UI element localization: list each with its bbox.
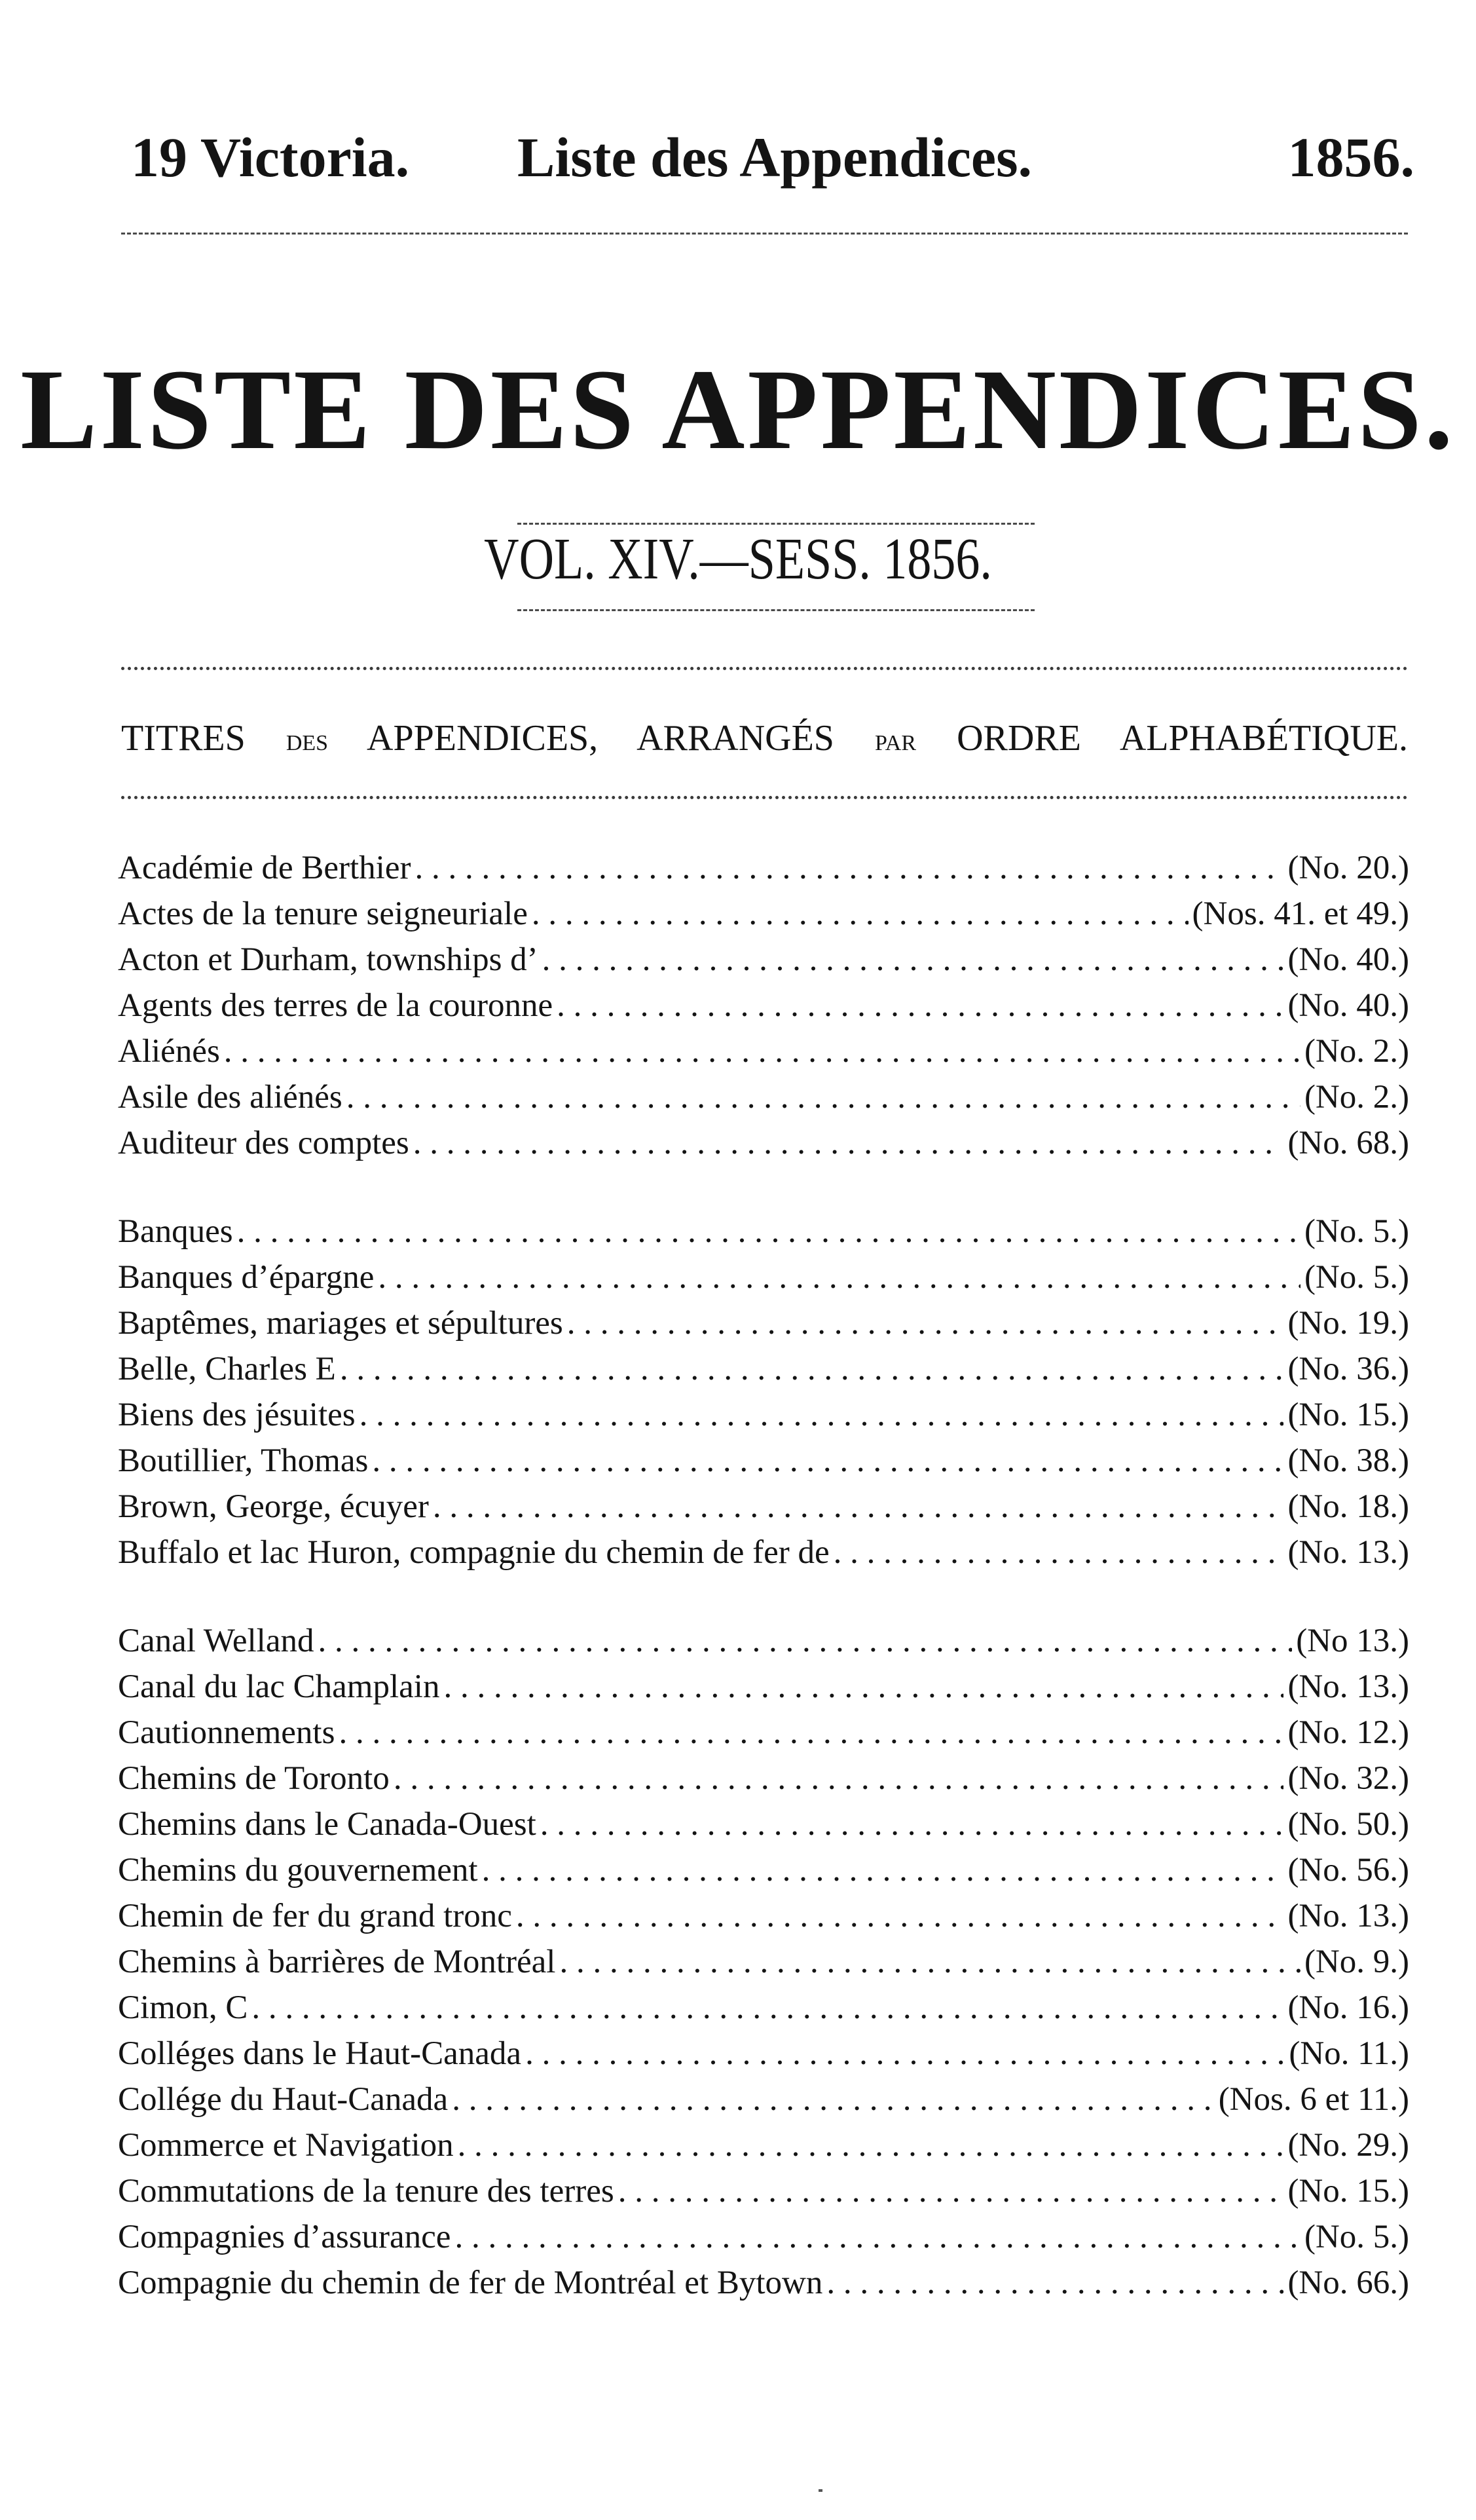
entry-reference: (No. 36.) [1287, 1351, 1409, 1387]
entry-label: Colléges dans le Haut-Canada [118, 2035, 522, 2072]
entry-label: Chemin de fer du grand tronc [118, 1898, 512, 1934]
entry-reference: (No. 32.) [1287, 1760, 1409, 1797]
volume-text: VOL. XIV.—SESS. 1856. [484, 526, 992, 592]
index-entry [118, 1618, 1409, 1664]
dot-leader [567, 1300, 1284, 1346]
entry-reference: (No. 13.) [1287, 1898, 1409, 1934]
entry-label: Cimon, C [118, 1989, 248, 2026]
index-entry [118, 2260, 1409, 2306]
dot-leader [443, 1664, 1283, 1710]
index-entry [118, 1438, 1409, 1484]
subtitle-part-4: PAR [875, 731, 917, 755]
entry-reference: (No 13.) [1296, 1623, 1409, 1659]
entry-reference: (No. 29.) [1287, 2127, 1409, 2164]
index-entry [118, 891, 1409, 937]
entry-reference: (No. 40.) [1287, 987, 1409, 1024]
entry-label: Acton et Durham, townships d’ [118, 941, 538, 978]
index-entry [118, 1484, 1409, 1530]
entry-reference: (No. 5.) [1304, 2219, 1409, 2255]
dot-leader [826, 2260, 1283, 2306]
index-group [118, 1618, 1409, 2306]
dot-leader [339, 1710, 1283, 1756]
dot-leader [237, 1209, 1301, 1254]
entry-label: Aliénés [118, 1033, 220, 1070]
page-title: LISTE DES APPENDICES. [20, 346, 1456, 474]
index-entry [118, 1756, 1409, 1801]
index-entry [118, 2031, 1409, 2077]
running-head-center: Liste des Appendices. [517, 126, 1033, 189]
entry-label: Chemins à barrières de Montréal [118, 1944, 556, 1980]
entry-reference: (No. 12.) [1287, 1714, 1409, 1751]
index-entry [118, 1893, 1409, 1939]
index-entry [118, 1074, 1409, 1120]
running-head-left: 19 Victoria. [131, 126, 410, 189]
entry-reference: (No. 2.) [1304, 1033, 1409, 1070]
index-entry [118, 1346, 1409, 1392]
entry-label: Banques [118, 1213, 233, 1250]
index-entry [118, 937, 1409, 983]
entry-reference: (No. 11.) [1289, 2035, 1409, 2072]
entry-label: Brown, George, écuyer [118, 1488, 429, 1525]
entry-label: Buffalo et lac Huron, compagnie du chemin de fer de [118, 1534, 830, 1571]
entry-reference: (No. 38.) [1287, 1442, 1409, 1479]
appendix-index [118, 845, 1409, 2348]
index-entry [118, 2122, 1409, 2168]
index-entry [118, 2214, 1409, 2260]
subtitle-rule-top [121, 667, 1408, 670]
entry-reference: (No. 13.) [1287, 1534, 1409, 1571]
volume-rule-top [517, 523, 1035, 525]
entry-reference: (No. 16.) [1287, 1989, 1409, 2026]
volume-line [0, 526, 1476, 592]
entry-label: Canal du lac Champlain [118, 1668, 440, 1705]
dot-leader [340, 1346, 1284, 1392]
dot-leader [452, 2077, 1215, 2122]
index-entry [118, 2077, 1409, 2122]
header-rule [121, 233, 1408, 235]
index-entry [118, 1392, 1409, 1438]
subtitle-part-2: DES [286, 731, 329, 755]
dot-leader [618, 2168, 1284, 2214]
subtitle-part-3: APPENDICES, ARRANGÉS [367, 718, 834, 759]
index-entry [118, 1801, 1409, 1847]
index-entry [118, 1530, 1409, 1575]
index-entry [118, 845, 1409, 891]
index-entry [118, 1710, 1409, 1756]
dot-leader [318, 1618, 1292, 1664]
entry-reference: (Nos. 41. et 49.) [1192, 895, 1409, 932]
entry-label: Baptêmes, mariages et sépultures [118, 1305, 563, 1342]
dot-leader [413, 1120, 1284, 1166]
dot-leader [251, 1985, 1283, 2031]
entry-label: Belle, Charles E [118, 1351, 336, 1387]
entry-label: Académie de Berthier [118, 850, 411, 886]
entry-reference: (No. 56.) [1287, 1852, 1409, 1889]
volume-rule-bottom [517, 609, 1035, 611]
running-head [131, 124, 1414, 197]
index-entry [118, 1254, 1409, 1300]
entry-reference: (No. 40.) [1287, 941, 1409, 978]
dot-leader [557, 983, 1283, 1028]
dot-leader [482, 1847, 1284, 1893]
dot-leader [525, 2031, 1285, 2077]
running-head-right: 1856. [1287, 126, 1414, 189]
dot-leader [540, 1801, 1284, 1847]
subtitle-rule-bottom [121, 796, 1408, 799]
entry-label: Chemins dans le Canada-Ouest [118, 1806, 536, 1843]
dot-leader [559, 1939, 1301, 1985]
entry-reference: (No. 15.) [1287, 1397, 1409, 1433]
entry-label: Compagnie du chemin de fer de Montréal et Bytown [118, 2265, 823, 2301]
dot-leader [433, 1484, 1284, 1530]
dot-leader [458, 2122, 1284, 2168]
entry-reference: (No. 68.) [1287, 1125, 1409, 1161]
entry-label: Asile des aliénés [118, 1079, 342, 1116]
entry-label: Agents des terres de la couronne [118, 987, 553, 1024]
entry-label: Collége du Haut-Canada [118, 2081, 449, 2118]
dot-leader [346, 1074, 1301, 1120]
dot-leader [516, 1893, 1284, 1939]
entry-reference: (No. 66.) [1287, 2265, 1409, 2301]
index-entry [118, 1847, 1409, 1893]
entry-label: Biens des jésuites [118, 1397, 356, 1433]
index-subtitle [121, 717, 1408, 759]
entry-reference: (No. 20.) [1287, 850, 1409, 886]
entry-reference: (No. 50.) [1287, 1806, 1409, 1843]
entry-reference: (No. 19.) [1287, 1305, 1409, 1342]
entry-reference: (No. 13.) [1287, 1668, 1409, 1705]
index-group [118, 845, 1409, 1166]
dot-leader [372, 1438, 1283, 1484]
entry-label: Banques d’épargne [118, 1259, 375, 1296]
entry-reference: (No. 15.) [1287, 2173, 1409, 2210]
index-entry [118, 1985, 1409, 2031]
dot-leader [532, 891, 1189, 937]
entry-label: Canal Welland [118, 1623, 314, 1659]
entry-label: Boutillier, Thomas [118, 1442, 369, 1479]
dot-leader [224, 1028, 1301, 1074]
index-entry [118, 2168, 1409, 2214]
entry-label: Compagnies d’assurance [118, 2219, 451, 2255]
entry-label: Auditeur des comptes [118, 1125, 409, 1161]
index-entry [118, 983, 1409, 1028]
dot-leader [360, 1392, 1284, 1438]
entry-label: Commutations de la tenure des terres [118, 2173, 614, 2210]
dot-leader [394, 1756, 1284, 1801]
entry-label: Cautionnements [118, 1714, 335, 1751]
subtitle-part-5: ORDRE ALPHABÉTIQUE. [957, 718, 1409, 759]
entry-label: Chemins du gouvernement [118, 1852, 478, 1889]
subtitle-part-1: TITRES [121, 718, 246, 759]
dot-leader [378, 1254, 1301, 1300]
dot-leader [542, 937, 1284, 983]
entry-label: Chemins de Toronto [118, 1760, 390, 1797]
entry-label: Actes de la tenure seigneuriale [118, 895, 528, 932]
page-speck [819, 2489, 822, 2492]
index-entry [118, 1028, 1409, 1074]
index-entry [118, 1939, 1409, 1985]
index-group [118, 1209, 1409, 1575]
dot-leader [454, 2214, 1301, 2260]
entry-reference: (No. 9.) [1304, 1944, 1409, 1980]
entry-reference: (No. 18.) [1287, 1488, 1409, 1525]
entry-reference: (No. 5.) [1304, 1213, 1409, 1250]
index-entry [118, 1664, 1409, 1710]
entry-label: Commerce et Navigation [118, 2127, 454, 2164]
index-entry [118, 1209, 1409, 1254]
entry-reference: (No. 5.) [1304, 1259, 1409, 1296]
entry-reference: (Nos. 6 et 11.) [1218, 2081, 1409, 2118]
entry-reference: (No. 2.) [1304, 1079, 1409, 1116]
dot-leader [415, 845, 1283, 891]
index-entry [118, 1120, 1409, 1166]
dot-leader [834, 1530, 1284, 1575]
index-entry [118, 1300, 1409, 1346]
